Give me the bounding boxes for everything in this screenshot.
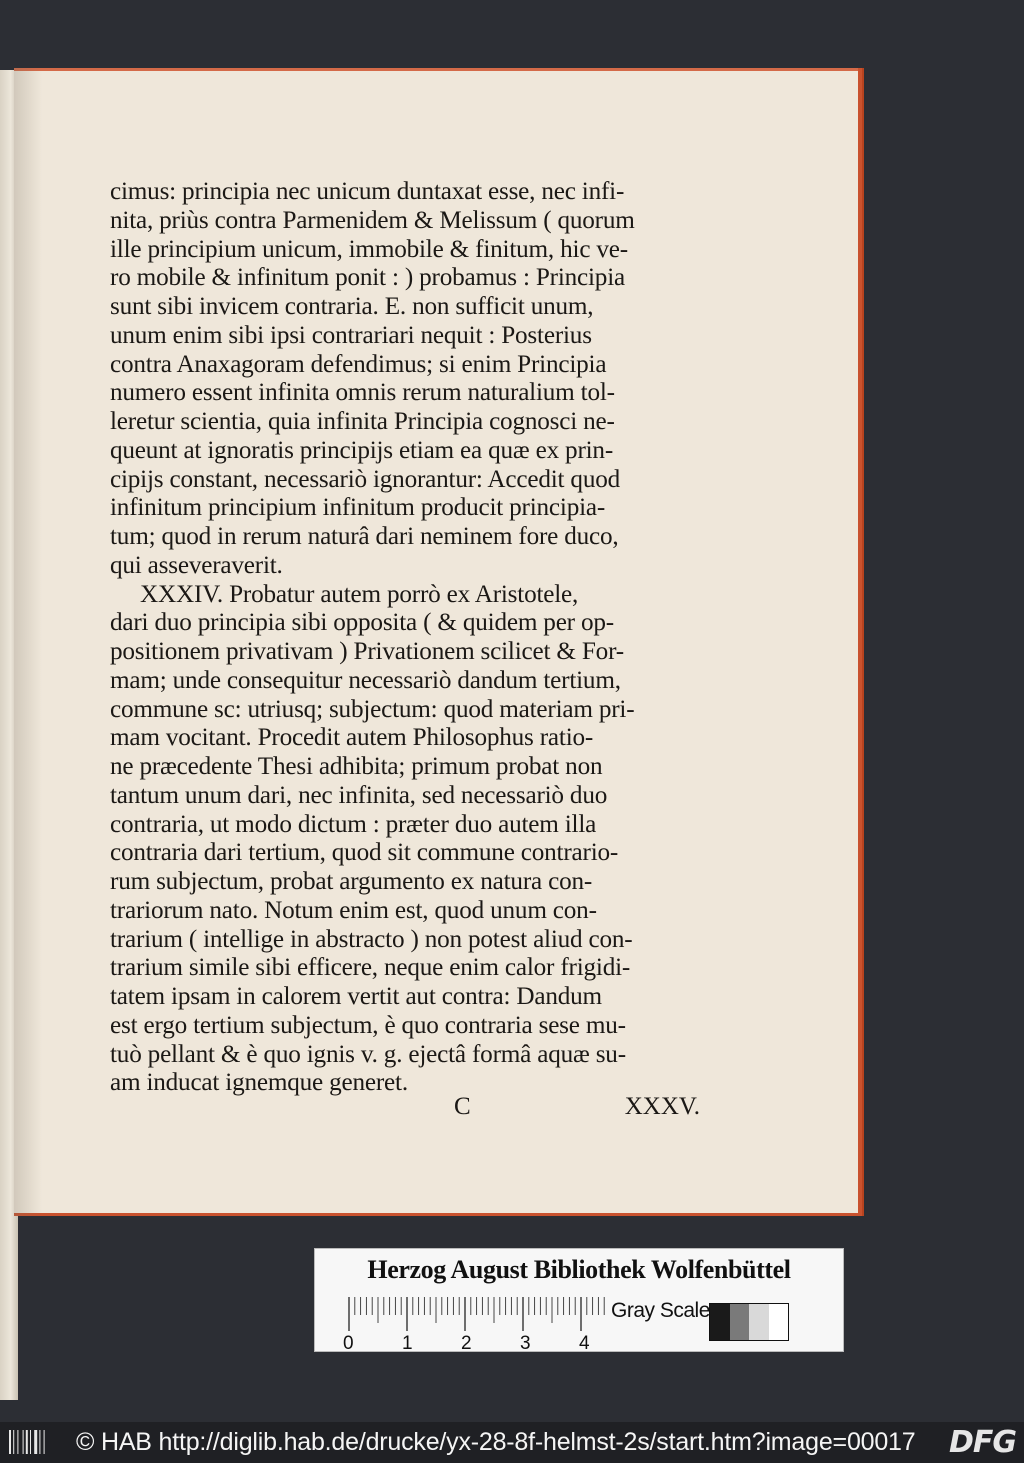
barcode-bar — [17, 1430, 18, 1454]
barcode-bar — [30, 1430, 31, 1454]
page-text — [110, 178, 700, 1098]
text-line: positionem privativam ) Privationem scilicet & For- — [110, 638, 624, 665]
text-line: contraria dari tertium, quod sit commune contrario- — [110, 839, 619, 867]
ruler-number: 1 — [402, 1333, 413, 1354]
dfg-logo: DFG — [948, 1425, 1016, 1460]
barcode-bar — [34, 1430, 37, 1454]
catchword: XXXV. — [624, 1093, 700, 1120]
text-line: leretur scientia, quia infinita Principia cognosci ne- — [110, 408, 615, 435]
text-line: ille principium unicum, immobile & finitum, hic ve- — [110, 235, 628, 263]
text-line: sunt sibi invicem contraria. E. non sufficit unum, — [110, 293, 594, 320]
barcode-bar — [39, 1430, 40, 1454]
barcode-bar — [26, 1430, 28, 1454]
gray-swatch — [749, 1304, 769, 1340]
text-line: trariorum nato. Notum enim est, quod unum con- — [110, 896, 597, 924]
barcode-icon — [8, 1429, 48, 1455]
signature-mark: C — [454, 1093, 471, 1120]
gray-swatch — [710, 1304, 730, 1340]
text-line: mam vocitant. Procedit autem Philosophus ratio- — [110, 724, 594, 752]
gray-scale-label: Gray Scale — [611, 1299, 710, 1322]
library-name: Herzog August Bibliothek Wolfenbüttel — [367, 1255, 791, 1284]
viewer-footer-bar — [0, 1422, 1024, 1463]
barcode-bar — [23, 1430, 24, 1454]
text-line: nita, priùs contra Parmenidem & Melissum ( quorum — [110, 206, 635, 234]
text-line: tantum unum dari, nec infinita, sed necessariò duo — [110, 781, 608, 809]
gray-swatch — [769, 1304, 789, 1340]
text-line: XXXIV. Probatur autem porrò ex Aristotele, — [140, 580, 579, 608]
text-line: tuò pellant & è quo ignis v. g. ejectâ formâ aquæ su- — [110, 1040, 626, 1068]
text-line: ro mobile & infinitum ponit : ) probamus : Principia — [110, 264, 625, 292]
text-line: contraria, ut modo dictum : præter duo autem illa — [110, 810, 597, 838]
gray-swatch — [730, 1304, 750, 1340]
text-line: commune sc: utriusq; subjectum: quod materiam pri- — [110, 695, 635, 723]
measurement-ruler — [347, 1295, 607, 1331]
ruler-number: 2 — [461, 1333, 472, 1354]
text-line: am inducat ignemque generet. — [110, 1069, 408, 1097]
copyright-url: © HAB http://diglib.hab.de/drucke/yx-28-8f-helmst-2s/start.htm?image=00017 — [76, 1428, 916, 1456]
gray-scale-swatches — [709, 1303, 789, 1341]
ruler-number: 0 — [343, 1333, 354, 1354]
text-line: infinitum principium infinitum producit principia- — [110, 494, 606, 522]
text-line: est ergo tertium subjectum, è quo contraria sese mu- — [110, 1011, 626, 1039]
ruler-number: 4 — [579, 1333, 590, 1354]
text-line: cipijs constant, necessariò ignorantur: Accedit quod — [110, 465, 621, 493]
text-line: queunt at ignoratis principijs etiam ea quæ ex prin- — [110, 436, 614, 464]
text-line: qui asseveraverit. — [110, 551, 283, 579]
text-line: numero essent infinita omnis rerum naturalium tol- — [110, 379, 615, 407]
ruler-numbers — [339, 1333, 619, 1353]
text-line: trarium ( intellige in abstracto ) non potest aliud con- — [110, 925, 633, 953]
library-color-card — [314, 1248, 844, 1352]
barcode-bar — [44, 1430, 45, 1454]
text-line: trarium simile sibi efficere, neque enim calor frigidi- — [110, 954, 631, 982]
barcode-bar — [9, 1430, 11, 1454]
text-line: dari duo principia sibi opposita ( & quidem per op- — [110, 609, 614, 637]
text-line: rum subjectum, probat argumento ex natura con- — [110, 868, 593, 895]
barcode-bar — [13, 1430, 14, 1454]
ruler-number: 3 — [520, 1333, 531, 1354]
text-line: cimus: principia nec unicum duntaxat esse, nec infi- — [110, 178, 625, 205]
text-line: tum; quod in rerum naturâ dari neminem fore duco, — [110, 523, 619, 550]
text-line: mam; unde consequitur necessariò dandum tertium, — [110, 666, 621, 694]
text-line: ne præcedente Thesi adhibita; primum probat non — [110, 753, 603, 780]
text-line: tatem ipsam in calorem vertit aut contra: Dandum — [110, 983, 602, 1010]
text-line: contra Anaxagoram defendimus; si enim Principia — [110, 350, 607, 378]
text-line: unum enim sibi ipsi contrariari nequit : Posterius — [110, 321, 592, 349]
book-page — [14, 68, 864, 1216]
page-footer — [110, 1093, 700, 1125]
